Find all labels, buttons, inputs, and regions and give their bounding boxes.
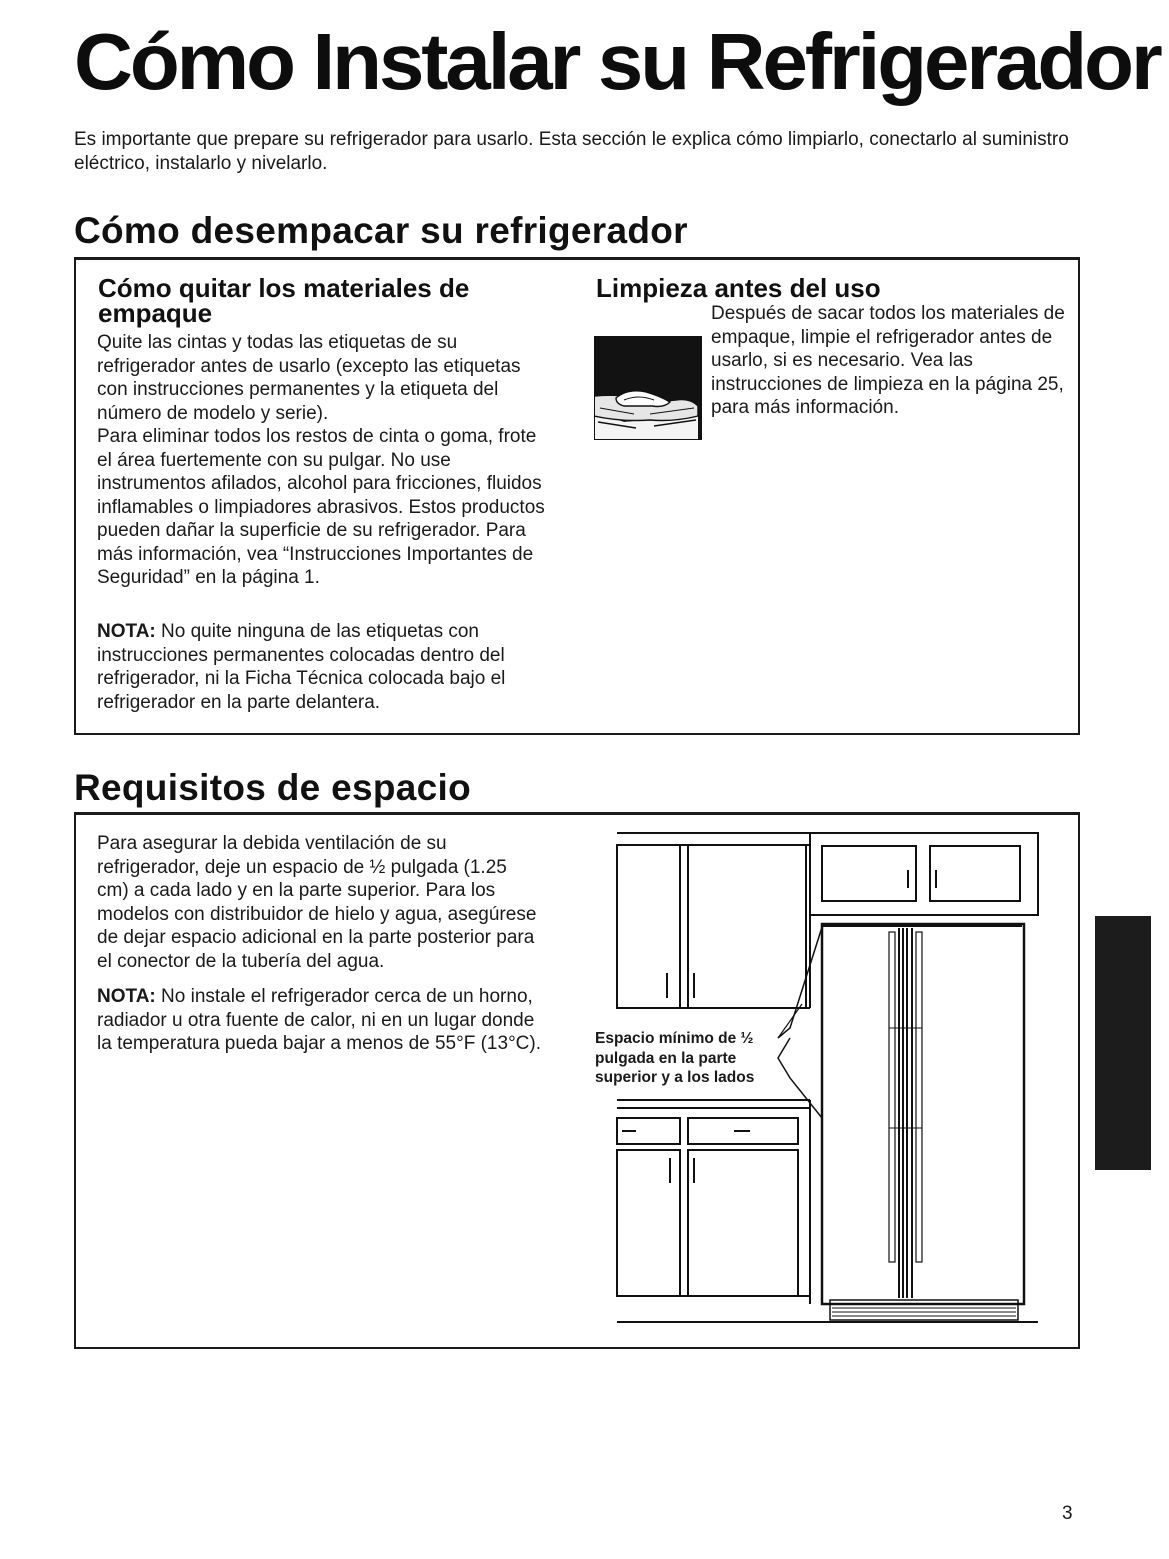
note-text: No quite ninguna de las etiquetas con instrucciones permanentes colocadas dentro del refrigerador, ni la Ficha Técnica colocada bajo el refrigerador en la parte delantera. [97, 621, 506, 713]
page-title: Cómo Instalar su Refrigerador [74, 17, 1160, 106]
section-tab-marker [1095, 916, 1151, 1170]
callout-line-2: pulgada en la parte [595, 1049, 737, 1067]
remove-materials-note [97, 620, 552, 714]
remove-materials-para-2: Para eliminar todos los restos de cinta o goma, frote el área fuertemente con su pulgar. No use instrumentos afilados, alcohol para fricciones, fluidos inflamables o limpiadores abrasivos. Estos productos pueden dañar la superficie de su refrigerador. Para más información, vea “Instrucciones Importantes de Seguridad” en la página 1. [97, 426, 545, 588]
section-heading-unpack: Cómo desempacar su refrigerador [74, 210, 688, 251]
callout-line-1: Espacio mínimo de ½ [595, 1030, 754, 1047]
icon-float-space [596, 328, 711, 436]
space-para-1: Para asegurar la debida ventilación de su refrigerador, deje un espacio de ½ pulgada (1.25 cm) a cada lado y en la parte superior. Para los modelos con distribuidor de hielo y agua, asegúrese de dejar espacio adicional en la parte posterior para el conector de la tubería del agua. [97, 833, 537, 972]
callout-line-3: superior y a los lados [595, 1069, 755, 1086]
page-number: 3 [1062, 1503, 1073, 1524]
section-heading-space: Requisitos de espacio [74, 767, 471, 808]
cleaning-text-body: Después de sacar todos los materiales de empaque, limpie el refrigerador antes de usarlo, si es necesario. Vea las instrucciones de limpieza en la página 25, para más información. [711, 303, 1065, 418]
intro-paragraph: Es importante que prepare su refrigerador para usarlo. Esta sección le explica cómo limpiarlo, conectarlo al suministro eléctrico, instalarlo y nivelarlo. [74, 129, 1069, 174]
note-label: NOTA: [97, 621, 156, 642]
space-note [97, 985, 542, 1056]
clearance-callout [595, 1029, 754, 1088]
cleaning-text [596, 302, 1076, 428]
remove-materials-para-1: Quite las cintas y todas las etiquetas de su refrigerador antes de usarlo (excepto las etiquetas con instrucciones permanentes y la etiqueta del número de modelo y serie). [97, 332, 521, 424]
remove-materials-heading: Cómo quitar los materiales de empaque [98, 273, 470, 328]
cleaning-heading: Limpieza antes del uso [596, 273, 881, 303]
note-label: NOTA: [97, 986, 156, 1007]
note-text: No instale el refrigerador cerca de un horno, radiador u otra fuente de calor, ni en un lugar donde la temperatura pueda bajar a menos de 55°F (13°C). [97, 986, 541, 1054]
